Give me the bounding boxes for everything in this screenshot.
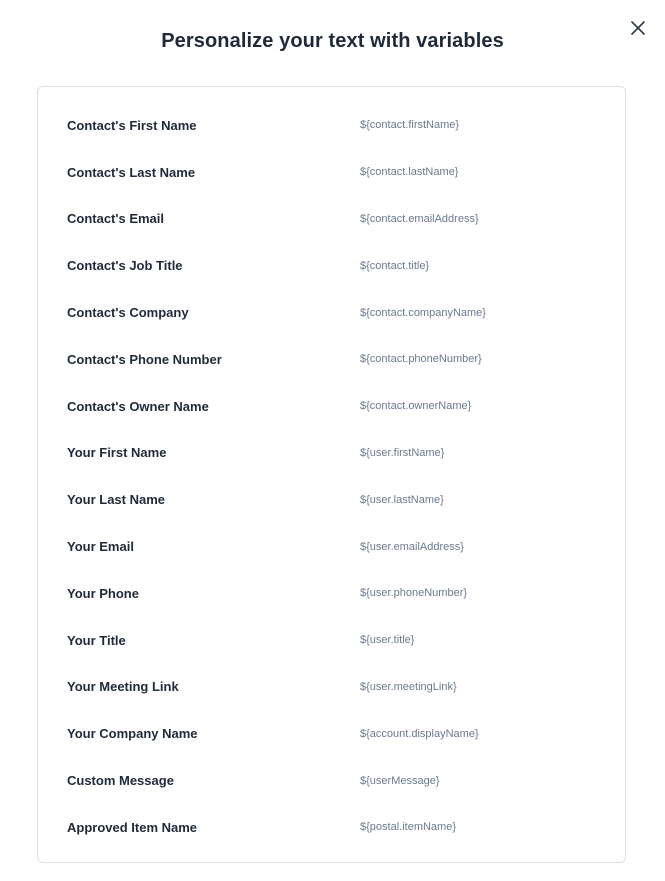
variable-label: Your Meeting Link	[67, 679, 179, 695]
variable-row[interactable]	[38, 149, 625, 196]
close-icon	[629, 19, 647, 37]
variable-token[interactable]: ${userMessage}	[360, 774, 440, 787]
variable-label: Your Last Name	[67, 492, 166, 508]
variable-row[interactable]	[38, 196, 625, 243]
variable-token[interactable]: ${contact.companyName}	[360, 306, 486, 319]
variable-token[interactable]: ${account.displayName}	[360, 727, 479, 740]
variable-row[interactable]	[38, 757, 625, 804]
variable-label: Your Phone	[67, 585, 139, 601]
variables-card	[37, 86, 626, 863]
variable-token[interactable]: ${contact.phoneNumber}	[360, 353, 482, 366]
variable-token[interactable]: ${contact.lastName}	[360, 166, 459, 179]
variable-row[interactable]	[38, 102, 625, 149]
variable-token[interactable]: ${contact.ownerName}	[360, 400, 472, 413]
variable-row[interactable]	[38, 430, 625, 477]
variable-token[interactable]: ${user.meetingLink}	[360, 680, 457, 693]
variable-row[interactable]	[38, 242, 625, 289]
variable-token[interactable]: ${contact.firstName}	[360, 119, 460, 132]
variable-row[interactable]	[38, 804, 625, 851]
variable-label: Contact's First Name	[67, 117, 197, 133]
variable-label: Contact's Last Name	[67, 164, 196, 180]
variable-token[interactable]: ${user.firstName}	[360, 446, 445, 459]
variable-label: Your Title	[67, 632, 126, 648]
variable-token[interactable]: ${contact.title}	[360, 259, 430, 272]
variable-row[interactable]	[38, 383, 625, 430]
variable-token[interactable]: ${postal.itemName}	[360, 821, 456, 834]
variable-label: Approved Item Name	[67, 819, 198, 835]
variable-row[interactable]	[38, 523, 625, 570]
variable-label: Your Email	[67, 539, 134, 555]
variable-token[interactable]: ${user.emailAddress}	[360, 540, 464, 553]
variable-row[interactable]	[38, 710, 625, 757]
variable-label: Contact's Company	[67, 305, 189, 321]
variable-row[interactable]	[38, 336, 625, 383]
variable-label: Contact's Email	[67, 211, 165, 227]
variable-list	[38, 102, 625, 851]
variable-row[interactable]	[38, 289, 625, 336]
modal-title: Personalize your text with variables	[161, 30, 504, 53]
variable-label: Contact's Owner Name	[67, 398, 209, 414]
variable-label: Contact's Job Title	[67, 258, 183, 274]
variable-token[interactable]: ${contact.emailAddress}	[360, 212, 479, 225]
variable-token[interactable]: ${user.lastName}	[360, 493, 444, 506]
variable-row[interactable]	[38, 570, 625, 617]
variable-row[interactable]	[38, 476, 625, 523]
variable-label: Your First Name	[67, 445, 167, 461]
variable-label: Contact's Phone Number	[67, 351, 222, 367]
variable-row[interactable]	[38, 617, 625, 664]
variable-token[interactable]: ${user.title}	[360, 634, 415, 647]
close-button[interactable]	[629, 19, 647, 37]
variable-row[interactable]	[38, 664, 625, 711]
variable-label: Custom Message	[67, 773, 174, 789]
variable-token[interactable]: ${user.phoneNumber}	[360, 587, 468, 600]
variable-label: Your Company Name	[67, 726, 198, 742]
